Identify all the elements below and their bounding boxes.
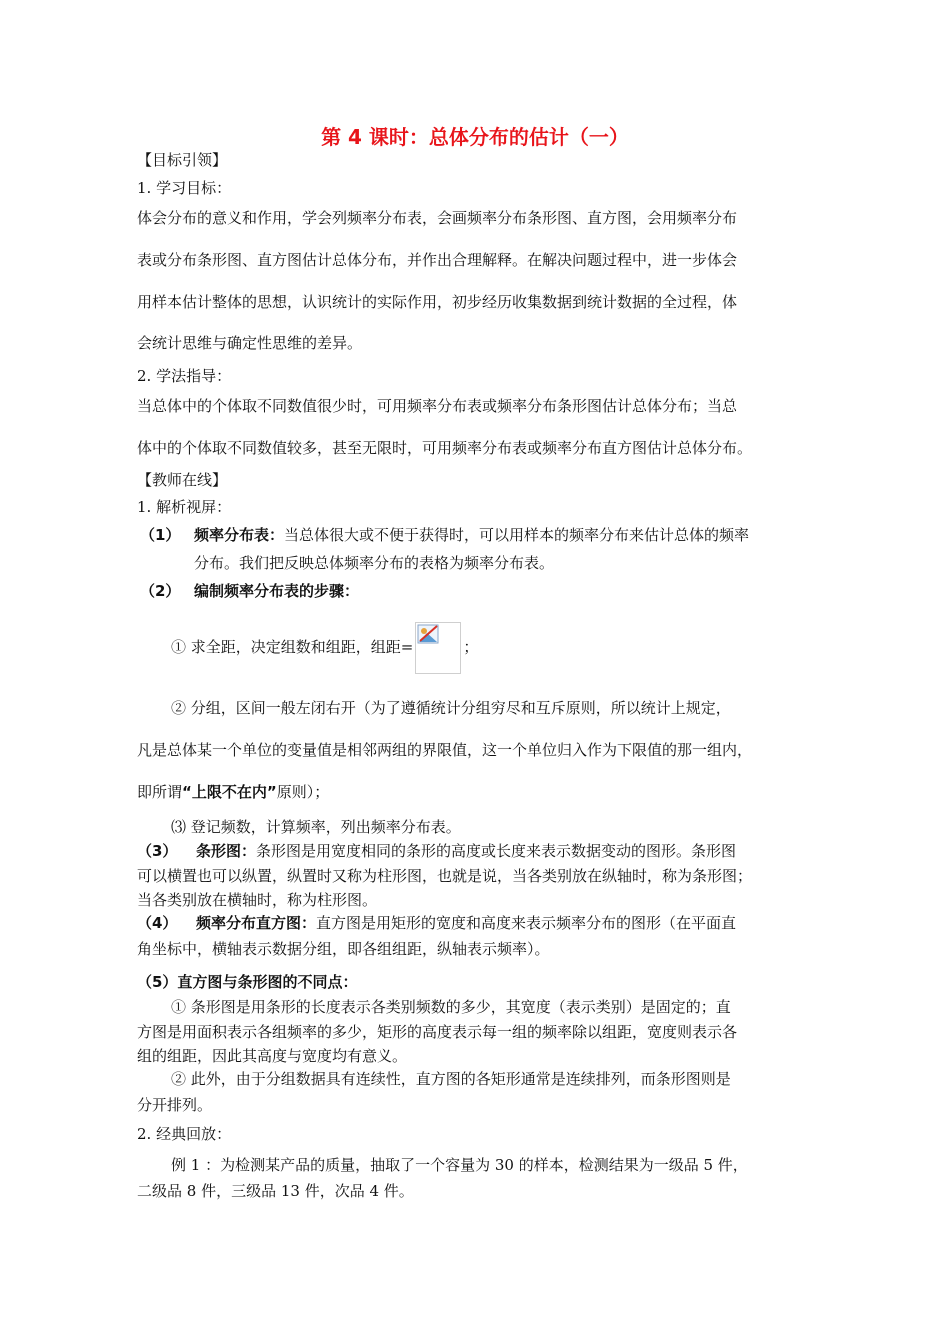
goals-line: 用样本估计整体的思想，认识统计的实际作用，初步经历收集数据到统计数据的全过程，体 [137,293,738,311]
item5-line: 方图是用面积表示各组频率的多少，矩形的高度表示每一组的频率除以组距，宽度则表示各 [137,1023,738,1041]
item4-line: 角坐标中，横轴表示数据分组，即各组组距，纵轴表示频率）。 [137,940,550,958]
item-term: 条形图： [196,842,257,860]
item-number: （3） [137,842,178,860]
item3-line: 当各类别放在横轴时，称为柱形图。 [137,891,378,909]
item-number: （2） [140,582,181,600]
step1-tail: ； [463,638,479,656]
step2-text: 原则）； [276,783,330,801]
item1-line [194,525,749,545]
step2-line: 凡是总体某一个单位的变量值是相邻两组的界限值，这一个单位归入作为下限值的那一组内， [137,741,753,759]
item-number: （4） [137,914,178,932]
step1-text: ① 求全距，决定组数和组距，组距= [171,638,414,656]
goals-line: 体会分布的意义和作用，学会列频率分布表，会画频率分布条形图、直方图，会用频率分布 [137,209,738,227]
item4-line [196,913,736,933]
example1-line: 二级品 8 件，三级品 13 件，次品 4 件。 [137,1182,414,1200]
item5-heading: （5）直方图与条形图的不同点： [137,973,358,991]
goals-line: 表或分布条形图、直方图估计总体分布，并作出合理解释。在解决问题过程中，进一步体会 [137,251,738,269]
guide-line: 体中的个体取不同数值较多，甚至无限时，可用频率分布表或频率分布直方图估计总体分布。 [137,439,753,457]
item1-line: 分布。我们把反映总体频率分布的表格为频率分布表。 [194,554,555,572]
item-term: 频率分布直方图： [196,914,317,932]
analysis-label: 1. 解析视屏： [137,498,232,516]
item3-line: 可以横置也可以纵置，纵置时又称为柱形图，也就是说，当各类别放在纵轴时，称为条形图； [137,867,753,885]
section-heading-goals: 【目标引领】 [137,151,228,169]
guide-line: 当总体中的个体取不同数值很少时，可用频率分布表或频率分布条形图估计总体分布；当总 [137,397,738,415]
item5-line: 组的组距，因此其高度与宽度均有意义。 [137,1047,408,1065]
item5-line: ① 条形图是用条形的长度表示各类别频数的多少，其宽度（表示类别）是固定的；直 [171,998,731,1016]
item3-line [196,841,736,861]
item5-line: 分开排列。 [137,1096,213,1114]
guide-label: 2. 学法指导： [137,367,232,385]
step3-line: ⑶ 登记频数，计算频率，列出频率分布表。 [171,818,461,836]
item-term: 频率分布表： [194,526,285,544]
item-text: 当总体很大或不便于获得时，可以用样本的频率分布来估计总体的频率 [284,526,750,544]
review-label: 2. 经典回放： [137,1125,232,1143]
section-heading-teacher: 【教师在线】 [137,471,228,489]
item-term: 编制频率分布表的步骤： [194,582,360,600]
example1-line: 例 1 ：为检测某产品的质量，抽取了一个容量为 30 的样本，检测结果为一级品 5 件， [171,1156,748,1174]
step1-line [171,621,478,674]
step2-emphasis: “上限不在内” [182,783,277,801]
item-text: 条形图是用宽度相同的条形的高度或长度来表示数据变动的图形。条形图 [256,842,737,860]
step2-line [137,782,329,802]
step2-text: 即所谓 [137,783,183,801]
goals-label: 1. 学习目标： [137,179,232,197]
item5-line: ② 此外，由于分组数据具有连续性，直方图的各矩形通常是连续排列，而条形图则是 [171,1070,731,1088]
item-text: 直方图是用矩形的宽度和高度来表示频率分布的图形（在平面直 [316,914,737,932]
page-title: 第 4 课时：总体分布的估计（一） [321,125,629,149]
broken-image-icon [415,622,461,674]
step2-line: ② 分组，区间一般左闭右开（为了遵循统计分组穷尽和互斥原则，所以统计上规定， [171,699,731,717]
goals-line: 会统计思维与确定性思维的差异。 [137,334,363,352]
item-number: （1） [140,526,181,544]
